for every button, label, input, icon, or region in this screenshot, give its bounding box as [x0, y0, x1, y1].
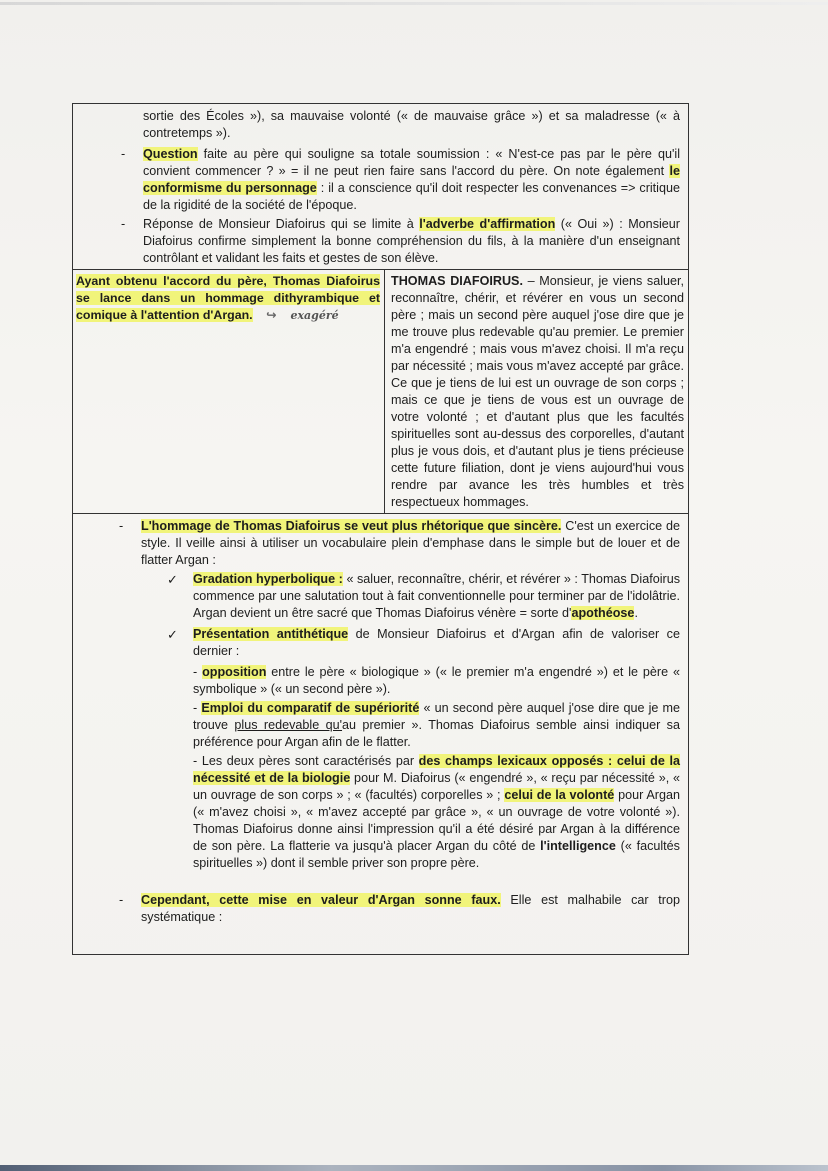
section-analysis	[73, 514, 688, 954]
dash-marker: -	[119, 519, 124, 533]
intro-line: sortie des Écoles »), sa mauvaise volonté (« de mauvaise grâce ») et sa maladresse (« à contretemps »).	[143, 109, 680, 140]
quote-text: THOMAS DIAFOIRUS. – Monsieur, je viens saluer, reconnaître, chérir, et révérer en vous un second père ; mais un second père auquel j'ose dire que je me trouve plus redevable qu'au premier. Le premier m'a engendré ; mais vous m'avez choisi. Il m'a reçu par nécessité ; mais vous m'avez accepté par grâce. Ce que je tiens de lui est un ouvrage de son corps ; mais ce que je tiens de vous est un ouvrage de votre volonté ; et d'autant plus que les facultés spirituelles sont au-dessus des corporelles, d'autant plus je vous dois, et d'autant plus je tiens précieuse cette future filiation, dont je viens aujourd'hui vous rendre par avance les très humbles et très respectueux hommages.	[391, 274, 684, 509]
scan-edge	[0, 2, 828, 5]
check-icon: ✓	[167, 572, 178, 587]
handwritten-note: exagéré	[290, 309, 339, 322]
point-opposition: - opposition entre le père « biologique » (« le premier m'a engendré ») et le père « symbolique » (« un second père »).	[193, 665, 680, 696]
dash-marker: -	[121, 217, 126, 231]
list-item-question: - Question faite au père qui souligne sa totale soumission : « N'est-ce pas par le père qu'il convient commencer ? » = il ne peut rien faire sans l'accord du père. On note également le conformisme du personnage : il a conscience qu'il doit respecter les convenances => critique de la rigidité de la société de l'époque.	[121, 147, 680, 212]
speaker-name: THOMAS DIAFOIRUS.	[391, 274, 523, 288]
list-item-reponse: - Réponse de Monsieur Diafoirus qui se limite à l'adverbe d'affirmation (« Oui ») : Monsieur Diafoirus confirme simplement la bonne compréhension du fils, à la manière d'un enseignant contrôlant et validant les faits et gestes de son élève.	[121, 217, 680, 265]
list-item-cependant: - Cependant, cette mise en valeur d'Argan sonne faux. Elle est malhabile car trop systématique :	[119, 893, 680, 924]
sub-item-antithese: ✓ Présentation antithétique de Monsieur Diafoirus et d'Argan afin de valoriser ce dernier :	[167, 627, 680, 658]
scan-bottom-edge	[0, 1165, 828, 1171]
check-icon: ✓	[167, 627, 178, 642]
dash-marker: -	[121, 147, 126, 161]
point-champs-lexicaux: - Les deux pères sont caractérisés par des champs lexicaux opposés : celui de la nécessité et de la biologie pour M. Diafoirus (« engendré », « reçu par nécessité », « un ouvrage de son corps » ; « (facultés) corporelles » ; celui de la volonté pour Argan (« m'avez choisi », « m'avez accepté par grâce », « un ouvrage de votre volonté »). Thomas Diafoirus donne ainsi l'impression qu'il a été désiré par Argan à la différence de son père. La flatterie va jusqu'à placer Argan du côté de l'intelligence (« facultés spirituelles ») dont il semble priver son propre père.	[193, 754, 681, 870]
sub-item-gradation: ✓ Gradation hyperbolique : « saluer, reconnaître, chérir, et révérer » : Thomas Diafoirus commence par une salutation tout à fait conventionnelle pour terminer par de l'idolâtrie. Argan devient un être sacré que Thomas Diafoirus vénère = sorte d'apothéose.	[167, 572, 680, 620]
quote-commentary: Ayant obtenu l'accord du père, Thomas Diafoirus se lance dans un hommage dithyrambique et comique à l'attention d'Argan. ↪ exagéré	[73, 270, 385, 513]
list-item-hommage: - L'hommage de Thomas Diafoirus se veut plus rhétorique que sincère. C'est un exercice de style. Il veille ainsi à utiliser un vocabulaire plein d'emphase dans le simple but de louer et de flatter Argan :	[119, 519, 680, 567]
section-intro	[73, 104, 688, 270]
arrow-icon: ↪	[266, 308, 277, 322]
point-comparatif: - Emploi du comparatif de supériorité « un second père auquel j'ose dire que je me trouve plus redevable qu'au premier ». Thomas Diafoirus semble ainsi indiquer sa préférence pour Argan afin de le flatter.	[193, 701, 681, 749]
section-quote-row	[73, 270, 688, 514]
dash-marker: -	[119, 893, 124, 907]
document-table	[72, 103, 689, 955]
